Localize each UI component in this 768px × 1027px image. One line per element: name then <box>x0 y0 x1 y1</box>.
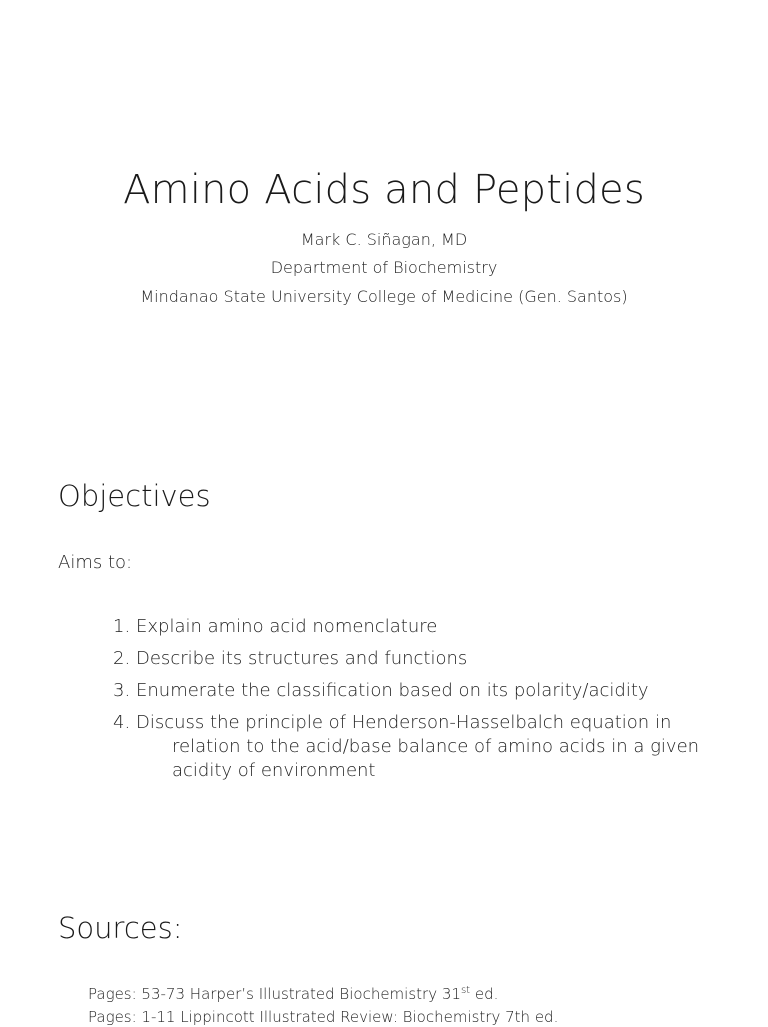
source-item: Pages: 1-11 Lippincott Illustrated Review: Biochemistry 7th ed. <box>88 1008 559 1026</box>
department-name: Department of Biochemistry <box>270 258 498 277</box>
source-text: Pages: 53-73 Harper’s Illustrated Biochemistry 31 <box>88 985 461 1003</box>
author-name: Mark C. Siñagan, MD <box>300 230 468 249</box>
objective-item <box>113 647 733 671</box>
objective-text: Explain amino acid nomenclature <box>136 616 438 637</box>
objective-text: Describe its structures and functions <box>136 648 468 669</box>
objective-text: Enumerate the classification based on its polarity/acidity <box>136 680 649 701</box>
sources-heading: Sources: <box>58 911 183 945</box>
source-item <box>88 984 498 1004</box>
objectives-intro: Aims to: <box>58 552 133 573</box>
objective-text: Discuss the principle of Henderson-Hasselbalch equation in <box>136 712 672 733</box>
source-text-end: ed. <box>470 985 499 1003</box>
objective-number: 3. <box>113 680 131 701</box>
objective-number: 4. <box>113 712 131 733</box>
ordinal-suffix: st <box>460 985 471 996</box>
objective-item <box>113 711 733 783</box>
objective-number: 1. <box>113 616 131 637</box>
objective-item <box>113 679 733 703</box>
objective-item <box>113 615 733 639</box>
objectives-heading: Objectives <box>58 479 211 513</box>
presentation-title: Amino Acids and Peptides <box>123 167 645 213</box>
institution-name: Mindanao State University College of Medicine (Gen. Santos) <box>140 287 628 306</box>
objective-number: 2. <box>113 648 131 669</box>
objective-text-continuation: relation to the acid/base balance of amino acids in a given acidity of environment <box>172 736 700 781</box>
objectives-list <box>113 615 733 791</box>
